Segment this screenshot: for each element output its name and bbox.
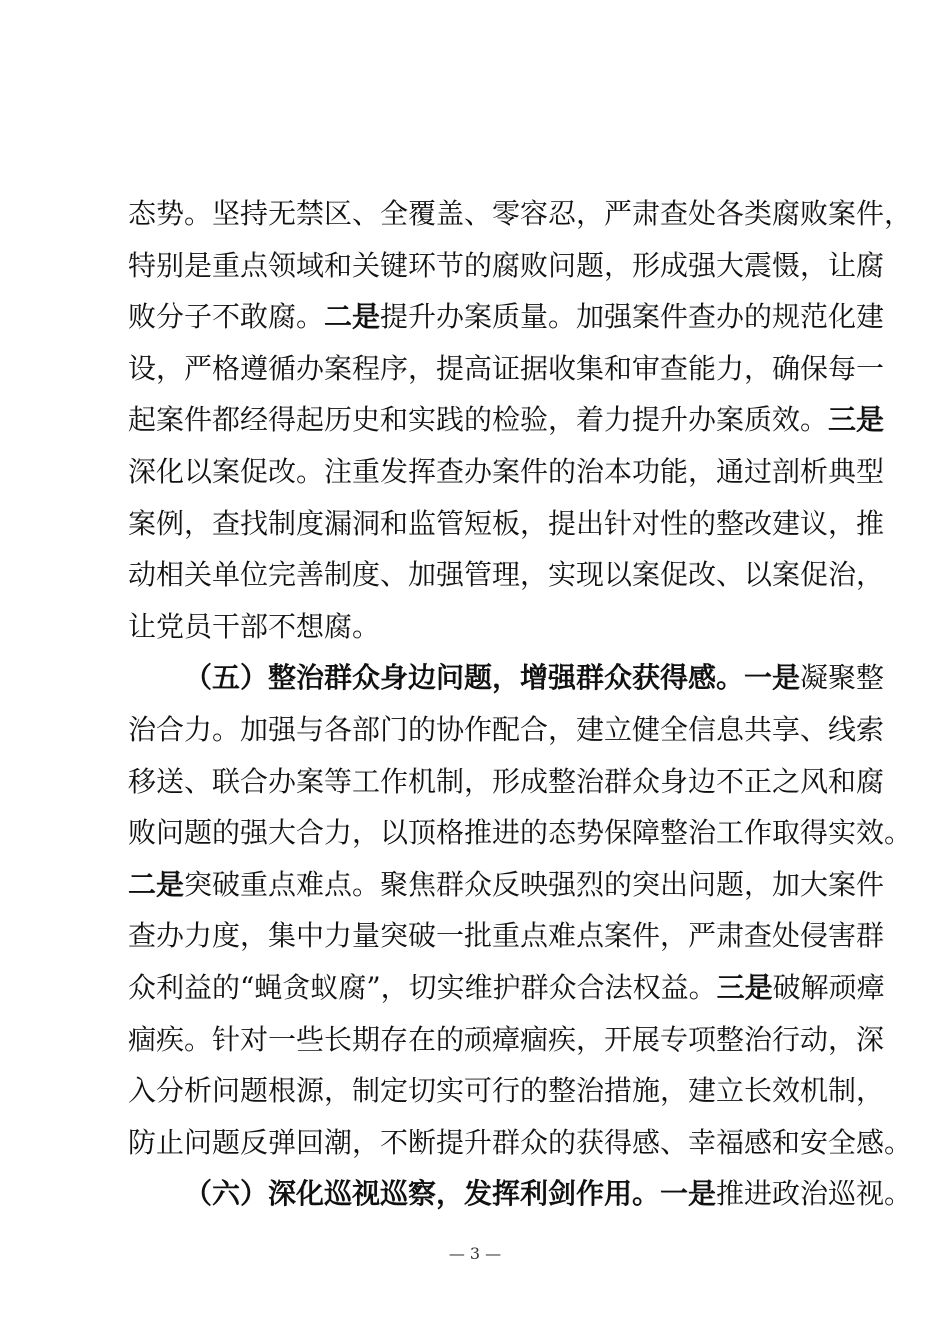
- text-line: [128, 1168, 913, 1220]
- text-line: [128, 1014, 885, 1066]
- text-line: [128, 1065, 885, 1117]
- text-segment: 突破重点难点。聚焦群众反映强烈的突出问题，加大案件: [184, 867, 885, 901]
- text-segment: 败分子不敢腐。: [128, 300, 325, 334]
- text-segment: 让党员干部不想腐。: [128, 609, 381, 643]
- text-line: [128, 652, 885, 704]
- bold-text-segment: 二是: [128, 867, 185, 901]
- text-line: [128, 807, 913, 859]
- text-segment: 案例，查找制度漏洞和监管短板，提出针对性的整改建议，推: [128, 506, 885, 540]
- document-body: [128, 188, 913, 1220]
- text-line: [128, 446, 885, 498]
- text-line: [128, 859, 885, 911]
- bold-text-segment: （六）深化巡视巡察，发挥利剑作用。一是: [184, 1177, 717, 1211]
- text-segment: 治合力。加强与各部门的协作配合，建立健全信息共享、线索: [128, 712, 885, 746]
- text-segment: 众利益的“蝇贪蚁腐”，切实维护群众合法权益。: [128, 970, 717, 1004]
- text-segment: 破解顽瘴: [772, 970, 885, 1004]
- bold-text-segment: 二是: [324, 300, 381, 334]
- text-line: [128, 291, 885, 343]
- text-line: [128, 962, 885, 1014]
- text-segment: 凝聚整: [800, 661, 885, 695]
- text-line: [128, 601, 840, 653]
- text-segment: 特别是重点领域和关键环节的腐败问题，形成强大震慑，让腐: [128, 248, 885, 282]
- text-line: [128, 704, 885, 756]
- text-segment: 起案件都经得起历史和实践的检验，着力提升办案质效。: [128, 403, 829, 437]
- text-line: [128, 343, 885, 395]
- text-segment: 提升办案质量。加强案件查办的规范化建: [380, 300, 885, 334]
- text-segment: 推进政治巡视。: [716, 1177, 913, 1211]
- bold-text-segment: （五）整治群众身边问题，增强群众获得感。一是: [184, 661, 801, 695]
- text-line: [128, 910, 885, 962]
- bold-text-segment: 三是: [828, 403, 885, 437]
- text-line: [128, 394, 885, 446]
- text-segment: 设，严格遵循办案程序，提高证据收集和审查能力，确保每一: [128, 351, 885, 385]
- page-number: — 3 —: [448, 1244, 502, 1263]
- text-segment: 动相关单位完善制度、加强管理，实现以案促改、以案促治，: [128, 558, 885, 592]
- text-line: [128, 498, 885, 550]
- bold-text-segment: 三是: [716, 970, 773, 1004]
- text-segment: 态势。坚持无禁区、全覆盖、零容忍，严肃查处各类腐败案件，: [128, 197, 913, 230]
- text-segment: 防止问题反弹回潮，不断提升群众的获得感、幸福感和安全感。: [128, 1125, 913, 1159]
- text-line: [128, 756, 885, 808]
- text-segment: 移送、联合办案等工作机制，形成整治群众身边不正之风和腐: [128, 764, 885, 798]
- text-segment: 入分析问题根源，制定切实可行的整治措施，建立长效机制，: [128, 1074, 885, 1108]
- text-segment: 深化以案促改。注重发挥查办案件的治本功能，通过剖析典型: [128, 454, 885, 488]
- text-line: [128, 549, 885, 601]
- text-segment: 败问题的强大合力，以顶格推进的态势保障整治工作取得实效。: [128, 816, 913, 850]
- text-segment: 查办力度，集中力量突破一批重点难点案件，严肃查处侵害群: [128, 919, 885, 953]
- text-line: [128, 240, 885, 292]
- text-line: [128, 1117, 913, 1169]
- text-line: [128, 188, 913, 240]
- text-segment: 痼疾。针对一些长期存在的顽瘴痼疾，开展专项整治行动，深: [128, 1022, 885, 1056]
